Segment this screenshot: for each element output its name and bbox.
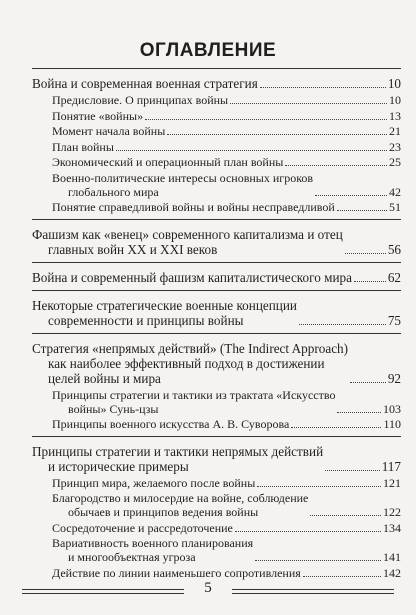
toc-entry-title — [52, 93, 228, 107]
toc-entry-title-line: глобального мира — [68, 184, 159, 199]
dot-leader — [260, 86, 386, 88]
toc-entry-title — [52, 388, 335, 416]
toc-page-number: 25 — [389, 155, 401, 169]
toc-entry-title-line: Принцип мира, желаемого после войны — [52, 475, 256, 490]
toc-entry-title-line: современности и принципы войны — [48, 312, 244, 328]
toc-subentry — [32, 200, 401, 214]
toc-entry-title-line: целей войны и мира — [48, 370, 161, 386]
toc-subentry — [32, 109, 401, 123]
toc-section — [32, 291, 401, 333]
dot-leader — [337, 411, 381, 413]
toc-page-number: 10 — [387, 76, 401, 91]
toc-chapter-entry — [32, 444, 401, 474]
toc-entry-title-line: главных войн XX и XXI веков — [48, 241, 218, 257]
toc-entry-title-line: Военно-политические интересы основных игроков — [52, 170, 314, 185]
dot-leader — [354, 280, 386, 282]
toc-entry-title — [32, 76, 258, 91]
toc-section — [32, 220, 401, 262]
dot-leader — [116, 149, 387, 151]
toc-entry-title — [52, 476, 255, 490]
toc-entry-title-line: как наиболее эффективный подход в достижении — [48, 355, 325, 371]
toc-subentry — [32, 417, 401, 431]
toc-page-number: 141 — [383, 550, 401, 564]
toc-entry-title — [52, 536, 253, 564]
toc-entry-title-line: Стратегия «непрямых действий» (The Indirect Approach) — [32, 340, 349, 356]
toc-subentry — [32, 536, 401, 564]
toc-page-number: 110 — [383, 417, 401, 431]
toc-subentry — [32, 491, 401, 519]
dot-leader — [285, 164, 387, 166]
toc-page-number: 103 — [383, 401, 401, 416]
toc-page-number: 142 — [383, 565, 401, 580]
toc-entry-title-line: Фашизм как «венец» современного капитализма и отец — [32, 226, 343, 242]
page-footer — [0, 577, 416, 607]
toc-subentry — [32, 155, 401, 169]
toc-entry-title-line: войны» Сунь-цзы — [68, 401, 159, 416]
toc-entry-title-line: Действие по линии наименьшего сопротивления — [52, 565, 301, 580]
toc-subentry — [32, 476, 401, 490]
toc-entry-title-line: Понятие справедливой войны и войны несправедливой — [52, 200, 335, 214]
toc-entry-title — [52, 521, 233, 535]
toc-entry-title-line: и многообъектная угроза — [68, 550, 196, 564]
toc-entry-title-line: Момент начала войны — [52, 124, 166, 138]
toc-page-number: 23 — [389, 139, 401, 154]
toc-page-number: 121 — [383, 475, 401, 490]
toc-entry-title — [52, 124, 165, 138]
toc-entry-title-line: Война и современная военная стратегия — [32, 76, 258, 91]
toc-subentry — [32, 171, 401, 199]
dot-leader — [291, 426, 381, 428]
dot-leader — [350, 381, 386, 383]
footer-rule-right — [232, 589, 394, 594]
toc-page-number: 62 — [387, 269, 401, 285]
toc-page-number: 75 — [387, 312, 401, 328]
toc-entry-title-line: Экономический и операционный план войны — [52, 155, 284, 169]
dot-leader — [315, 194, 387, 196]
toc-entry-title — [52, 200, 335, 214]
dot-leader — [257, 485, 381, 487]
dot-leader — [325, 469, 380, 471]
page-number: 5 — [204, 580, 212, 596]
toc-chapter-entry — [32, 341, 401, 386]
dot-leader — [145, 118, 387, 120]
dot-leader — [167, 133, 387, 135]
toc-entry-title-line: Понятие «войны» — [52, 108, 144, 123]
toc-entry-title-line: Вариативность военного планирования — [52, 536, 254, 550]
toc-entry-title — [52, 171, 313, 199]
toc-page-number: 13 — [389, 108, 401, 123]
toc-entry-title — [52, 417, 289, 431]
toc-page-number: 51 — [389, 200, 401, 214]
toc-page-number: 42 — [389, 184, 401, 199]
dot-leader — [299, 323, 386, 325]
toc-entry-title-line: Принципы стратегии и тактики из трактата «Искусство — [52, 387, 336, 402]
dot-leader — [255, 559, 381, 561]
toc-entry-title-line: Сосредоточение и рассредоточение — [52, 520, 233, 535]
toc-entry-title — [52, 140, 114, 154]
toc-entry-title-line: План войны — [52, 139, 114, 154]
toc-chapter-entry — [32, 76, 401, 91]
toc-page-number: 117 — [381, 458, 401, 474]
toc-subentry — [32, 388, 401, 416]
toc-entry-title — [52, 155, 283, 169]
toc-page-number: 10 — [389, 93, 401, 107]
toc-entry-title-line: Принципы стратегии и тактики непрямых действий — [32, 443, 324, 459]
table-of-contents — [32, 68, 401, 584]
toc-chapter-entry — [32, 270, 401, 285]
toc-section — [32, 69, 401, 219]
toc-page-number: 21 — [389, 124, 401, 138]
toc-entry-title-line: Благородство и милосердие на войне, соблюдение — [52, 491, 309, 505]
dot-leader — [230, 102, 387, 104]
dot-leader — [337, 209, 387, 211]
toc-chapter-entry — [32, 227, 401, 257]
toc-section — [32, 334, 401, 436]
toc-entry-title — [32, 270, 352, 285]
toc-subentry — [32, 93, 401, 107]
toc-entry-title-line: Некоторые стратегические военные концепции — [32, 297, 297, 313]
toc-entry-title-line: Предисловие. О принципах войны — [52, 93, 229, 107]
toc-entry-title — [32, 227, 343, 257]
toc-entry-title — [32, 444, 323, 474]
dot-leader — [235, 530, 381, 532]
toc-entry-title-line: Война и современный фашизм капиталистического мира — [32, 269, 352, 285]
toc-entry-title-line: Принципы военного искусства А. В. Суворова — [52, 417, 290, 431]
toc-page-number: 56 — [387, 241, 401, 257]
dot-leader — [345, 252, 386, 254]
toc-entry-title-line: и исторические примеры — [48, 458, 189, 474]
toc-section — [32, 263, 401, 290]
toc-subentry — [32, 521, 401, 535]
toc-subentry — [32, 140, 401, 154]
toc-page-number: 134 — [383, 520, 401, 535]
toc-entry-title-line: обычаев и принципов ведения войны — [68, 505, 259, 519]
dot-leader — [310, 514, 381, 516]
toc-section — [32, 437, 401, 585]
toc-entry-title — [32, 341, 348, 386]
toc-entry-title — [32, 298, 297, 328]
toc-page-number: 92 — [387, 370, 401, 386]
page-title: ОГЛАВЛЕНИЕ — [139, 40, 277, 61]
toc-page-number: 122 — [383, 505, 401, 519]
toc-chapter-entry — [32, 298, 401, 328]
toc-entry-title — [52, 109, 143, 123]
toc-subentry — [32, 124, 401, 138]
toc-entry-title — [52, 491, 308, 519]
